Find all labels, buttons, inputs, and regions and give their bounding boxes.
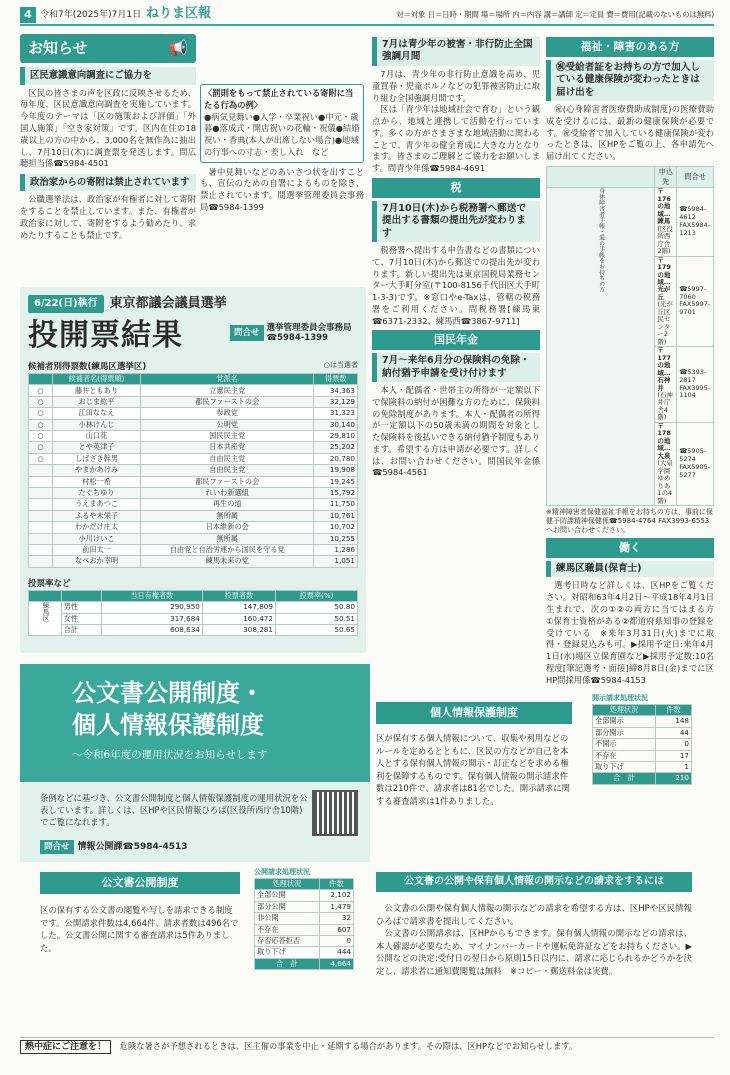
kobunsho-table-wrap: 公開請求処理状況 処理状況 件数 全部公開 2,102 部分公開 1,479 非公開 32 不存在 607 存否応答拒否 0 取り下げ 444 合 計 4,664 (254, 868, 354, 970)
records-banner (20, 664, 370, 782)
heatstroke-notice (20, 1037, 714, 1059)
candidate-table-title: 候補者別得票数(練馬区選挙区) (28, 362, 147, 372)
table-row: 全部公開 2,102 (255, 890, 354, 901)
welfare-section: 福祉・障害のある方 (546, 37, 714, 57)
table-row: ○ 山口花 国民民主党 29,810 (29, 431, 358, 442)
table-row: ○ 小林けんじ 公明党 30,140 (29, 419, 358, 430)
notices-heading: お知らせ 📢 (20, 34, 196, 63)
privacy-table-wrap: 開示請求処理状況 処理状況 件数 全部開示 148 部分開示 44 不開示 0 不存在 17 取り下げ 1 合 計 210 (592, 694, 692, 785)
page-number: 4 (20, 7, 36, 23)
table-row: 全部開示 148 (593, 716, 692, 727)
table-row: 村松一希 都民ファーストの会 19,245 (29, 476, 358, 487)
youth-body: 7月は、青少年の非行防止意識を高め、児童買春・児童ポルノなどの犯罪被害防止に取り組む全国強調月間です。 (372, 68, 540, 103)
donation-body: 公職選挙法は、政治家が有権者に対して寄附をすることを禁止しています。また、有権者が政治家に対して、寄附をするよう勧めたり、求めたりすることも禁止です。 (20, 194, 196, 240)
table-row: なべおか幸明 練馬未来の党 1,051 (29, 556, 358, 567)
kobunsho-title: 公文書公開制度 (40, 872, 240, 894)
table-row: ふるや未栄子 無所属 10,761 (29, 510, 358, 521)
notices-column (20, 34, 196, 242)
work-body: 選考日時など詳しくは、区HPをご覧ください。対昭和63年4月2日～平成18年4月1日生まれで、次の①②の両方に当てはまる方 ①保育士資格がある②都道府県知事の登録を受けている ※来年3月31日(火)までに取得・登録見込みも可。▶採用予定日:来年4月1日(水)場区立保育園など▶採用予定数:10名程度[筆記選考・面接]締8月8日(金)までに区HP問採用係☎5984-4153 (546, 580, 723, 685)
welfare-table: 申込先 問合せ 身体障害者手帳・愛の手帳をお持ちの方 〒176の地域…練馬 (区役所西庁舎2階) ☎5984-4612 FAX5984-1213 〒179の地域…光が丘 (光が丘区民センター2階) ☎5997-7060 FAX5997-9701 〒177の地域…石神井 (石神井庁舎4階) ☎5393-2817 FAX3995-1104 〒178の地域…大泉 (大泉学園ゆめりあ1の4階) ☎5905-5274 FAX5905-5277 (546, 166, 714, 506)
request-title: 公文書の公開や保有個人情報の開示などの請求をするには (376, 872, 692, 892)
donation-box: 〈罰則をもって禁止されている寄附に当たる行為の例〉 ●病気見舞い●入学・卒業祝い●中元・歳暮●落成式・開店祝いの花輪・祝儀●結婚祝い・香典(本人が出席しない場合)●地域の行事への寸志・差し入れ など (200, 84, 364, 163)
records-title-2: 個人情報保護制度 (72, 711, 264, 739)
table-row: ○ しばざき幹男 自由民主党 20,780 (29, 453, 358, 464)
records-intro: 条例などに基づき、公文書公開制度と個人情報保護制度の運用状況を公表しています。詳しくは、区HPや区民情報ひろば(区役所西庁舎10階)でご覧になれます。 (40, 793, 308, 828)
table-row: ○ 藤井ともあり 立憲民主党 34,363 (29, 385, 358, 396)
table-row: 〒179の地域…光が丘 (光が丘区民センター2階) ☎5997-7060 FAX5997-9701 (547, 256, 714, 347)
table-row: うえまあつこ 再生の道 11,750 (29, 499, 358, 510)
heatstroke-body: 危険な暑さが予想されるときは、区主催の事業を中止・延期する場合があります。その際は、区HPなどでお知らせします。 (119, 1041, 578, 1051)
table-row: 取り下げ 1 (593, 761, 692, 772)
table-row: 合計 608,634 308,281 50.65 (29, 624, 358, 635)
records-contact: 情報公開課☎5984-4513 (77, 841, 188, 852)
brand-logo: ねりま区報 (146, 6, 212, 21)
survey-title: 区民意識意向調査にご協力を (20, 67, 196, 84)
table-row: 取り下げ 444 (255, 947, 354, 958)
table-row: 身体障害者手帳・愛の手帳をお持ちの方 〒176の地域…練馬 (区役所西庁舎2階) ☎5984-4612 FAX5984-1213 (547, 188, 714, 256)
youth-title: 7月は青少年の被害・非行防止全国強調月間 (372, 37, 540, 66)
middle-column (372, 34, 540, 479)
table-row: 合 計 210 (593, 773, 692, 784)
table-row: やまかあけみ 自由民主党 19,908 (29, 465, 358, 476)
table-row: 非公開 32 (255, 913, 354, 924)
table-row: わかだけ庄太 日本維新の会 10,702 (29, 522, 358, 533)
welfare-body: ㊗(心身障害者医療費助成制度)の医療費助成を受けるには、最新の健康保険が必要です。㊗受給者で加入している健康保険が変わったときは、区HPをご覧の上、各申請先へ届け出てください。 (546, 104, 714, 162)
donation-title: 政治家からの寄附は禁止されています (20, 174, 196, 191)
pension-section: 国民年金 (372, 330, 540, 350)
work-section: 働く (546, 538, 714, 558)
privacy-table: 処理状況 件数 全部開示 148 部分開示 44 不開示 0 不存在 17 取り下げ 1 合 計 210 (592, 704, 692, 785)
table-row: 部分公開 1,479 (255, 901, 354, 912)
work-title: 練馬区職員(保育士) (546, 561, 714, 577)
table-row: 〒178の地域…大泉 (大泉学園ゆめりあ1の4階) ☎5905-5274 FAX5905-5277 (547, 422, 714, 505)
donation-body-2: 暑中見舞いなどのあいさつ状を出すことも、宣伝のための自署によるものを除き、禁止されています。問選挙管理委員会事務局☎5984-1399 (200, 166, 364, 213)
table-row: ○ 江田ななえ 参政党 31,323 (29, 408, 358, 419)
donation-column (200, 34, 364, 214)
tax-body: 税務署へ提出する申告書などの書類について、7月10日(木)から郵送での提出先が変わります。新しい提出先は東京国税局業務センター大手町分室(〒100-8156千代田区大手町1-3-3)です。※窓口やe-Taxは、管轄の税務署をご利用ください。問税務署[練馬東☎6371-2332、練馬西☎3867-9711] (372, 244, 540, 326)
kobunsho-table: 処理状況 件数 全部公開 2,102 部分公開 1,479 非公開 32 不存在 607 存否応答拒否 0 取り下げ 444 合 計 4,664 (254, 878, 354, 970)
table-row: 〒177の地域…石神井 (石神井庁舎4階) ☎5393-2817 FAX3995-1104 (547, 347, 714, 423)
election-big-title: 投開票結果 (28, 318, 183, 353)
welfare-title: ㊗受給者証をお持ちの方で加入している健康保険が変わったときは届け出を (546, 60, 714, 101)
election-results: 6/22(日)執行 東京都議会議員選挙 投開票結果 問合せ 選挙管理委員会事務局☎5984-1399 候補者別得票数(練馬区選挙区) ○は当選者 候補者名(得票順) 党派名 得票数 ○ 藤井ともあり 立憲民主党 34,363 ○ おじま紘平 都民ファーストの会 32,129 ○ 江田ななえ 参政党 31,323 ○ 小林けんじ 公明党 30,140 ○ 山口花 国民民主党 29,810 ○ とや英津子 日本共産党 25,202 ○ しばざき幹男 自由民主党 20,780 やまかあけみ 自由民主党 19,908 村松一希 都民ファーストの会 19,245 たぐちゆり れいわ新選組 15,792 うえまあつこ 再生の道 11,750 ふるや未栄子 無所属 10,761 わかだけ庄太 日本維新の会 10,702 小川けいこ 無所属 10,255 前田太一 自由党と自治労連から国民を守る党 1,286 なべおか幸明 練馬未来の党 1,051 投票率など 当日有権者数 投票者数 投票率(%) 練馬区 男性 290,950 147,809 50.80 女性 317,684 160,472 50.51 合計 608,634 308,281 50.65 (20, 287, 366, 653)
right-column (546, 34, 723, 686)
table-row: 女性 317,684 160,472 50.51 (29, 613, 358, 624)
records-intro-box: 条例などに基づき、公文書公開制度と個人情報保護制度の運用状況を公表しています。詳しくは、区HPや区民情報ひろば(区役所西庁舎10階)でご覧になれます。 問合せ 情報公開課☎5984-4513 (20, 782, 370, 862)
records-subtitle: ～令和6年度の運用状況をお知らせします (72, 749, 268, 761)
heatstroke-label: 熱中症にご注意を！ (20, 1040, 111, 1054)
records-title-1: 公文書公開制度・ (72, 679, 264, 707)
youth-body-2: 区は「青少年は地域社会で育む」という観点から、地域と連携して活動を行っています。多くの方がさまざまな地域活動に関わることで、青少年の健全育成に大きな力となります。皆さまのご理解とご協力をお願いします。問青少年係☎5984-4691 (372, 104, 540, 174)
table-row: 不開示 0 (593, 739, 692, 750)
request-body-wrap: 公文書の公開や保有個人情報の開示などの請求を希望する方は、区HPや区民情報ひろばで請求書を提出してください。 公文書の公開請求は、区HPからもできます。保有個人情報の開示などの請求は、本人確認が必要なため、マイナンバーカードや運転免許証などをお持ちください。▶公開などの決定:受付日の翌日から原則15日以内に、請求に応じられるかどうかを決定し、請求者に通知費閲覧は無料 ※コピー・郵送料金は実費。 (376, 903, 692, 977)
table-row: 不存在 607 (255, 924, 354, 935)
table-row: 不存在 17 (593, 750, 692, 761)
table-row: 存否応答拒否 0 (255, 935, 354, 946)
election-date: 6/22(日)執行 (28, 295, 104, 313)
table-row: ○ おじま紘平 都民ファーストの会 32,129 (29, 396, 358, 407)
tax-title: 7月10日(木)から税務署へ郵送で提出する書類の提出先が変わります (372, 201, 540, 242)
tax-section: 税 (372, 178, 540, 198)
kobunsho-body: 区の保有する公文書の閲覧や写しを請求できる制度です。公開請求件数は4,664件、請求者数は496名でした。公文書公開に関する審査請求は5件ありました。 (40, 905, 239, 953)
icon-legend: 対＝対象 日＝日時・期間 場＝場所 内＝内容 講＝講師 定＝定員 費＝費用(記載のないものは無料) (396, 10, 714, 19)
table-row: 合 計 4,664 (255, 958, 354, 969)
pension-body: 本人・配偶者・世帯主の所得が一定額以下で保険料の納付が困難な方のために、保険料の免除制度があります。本人・配偶者の所得が一定額以下の50歳未満の期間を対象とした保険料を後払いできる納付猶予制度もあります。希望する方は申請が必要です。詳しくは、お問い合わせください。問国民年金係☎5984-4561 (372, 385, 540, 478)
records-section (0, 664, 730, 1075)
table-row: 小川けいこ 無所属 10,255 (29, 533, 358, 544)
pension-title: 7月～来年6月分の保険料の免除・納付猶予申請を受け付けます (372, 353, 540, 382)
issue-date: 令和7年(2025年)7月1日 (40, 10, 142, 20)
table-row: 部分開示 44 (593, 727, 692, 738)
welfare-note: ※精神障害者保健福祉手帳をお持ちの方は、事前に保健予防課精神保健係☎5984-4764 FAX3993-6553へお問い合わせください。 (546, 508, 713, 535)
qr-code-icon[interactable] (312, 790, 358, 836)
privacy-title: 個人情報保護制度 (376, 702, 572, 724)
election-contact: 選挙管理委員会事務局☎5984-1399 (266, 323, 352, 344)
election-title: 東京都議会議員選挙 (109, 296, 227, 311)
table-row: ○ とや英津子 日本共産党 25,202 (29, 442, 358, 453)
turnout-table: 当日有権者数 投票者数 投票率(%) 練馬区 男性 290,950 147,809 50.80 女性 317,684 160,472 50.51 合計 608,634 308,281 50.65 (28, 590, 358, 637)
table-row: たぐちゆり れいわ新選組 15,792 (29, 487, 358, 498)
privacy-body: 区が保有する個人情報について、収集や利用などのルールを定めるとともに、区民の方などが自己を本人とする保有個人情報の開示・訂正などを求める権利を保障するものです。保有個人情報の開示請求件数は210件で、請求者は81名でした。開示請求に関する審査請求は1件ありました。 (376, 733, 570, 807)
turnout-title: 投票率など (28, 578, 71, 589)
megaphone-icon: 📢 (169, 39, 188, 57)
table-row: 前田太一 自由党と自治労連から国民を守る党 1,286 (29, 544, 358, 555)
table-row: 練馬区 男性 290,950 147,809 50.80 (29, 602, 358, 613)
candidate-table: 候補者名(得票順) 党派名 得票数 ○ 藤井ともあり 立憲民主党 34,363 ○ おじま紘平 都民ファーストの会 32,129 ○ 江田ななえ 参政党 31,323 ○ 小林けんじ 公明党 30,140 ○ 山口花 国民民主党 29,810 ○ とや英津子 日本共産党 25,202 ○ しばざき幹男 自由民主党 20,780 やまかあけみ 自由民主党 19,908 村松一希 都民ファーストの会 19,245 たぐちゆり れいわ新選組 15,792 うえまあつこ 再生の道 11,750 ふるや未栄子 無所属 10,761 わかだけ庄太 日本維新の会 10,702 小川けいこ 無所属 10,255 前田太一 自由党と自治労連から国民を守る党 1,286 なべおか幸明 練馬未来の党 1,051 (28, 373, 358, 568)
page-header (20, 4, 714, 26)
survey-body: 区民の皆さまの声を区政に反映させるため、毎年度、区民意識意向調査を実施しています。今年度のテーマは「区の施策および評価」「外国人施策」「空き家対策」です。区内在住の18歳以上の方の中から、3,000名を無作為に抽出し、7月10日(木)に調査票を発送します。問広聴担当係☎5984-4501 (20, 87, 196, 169)
